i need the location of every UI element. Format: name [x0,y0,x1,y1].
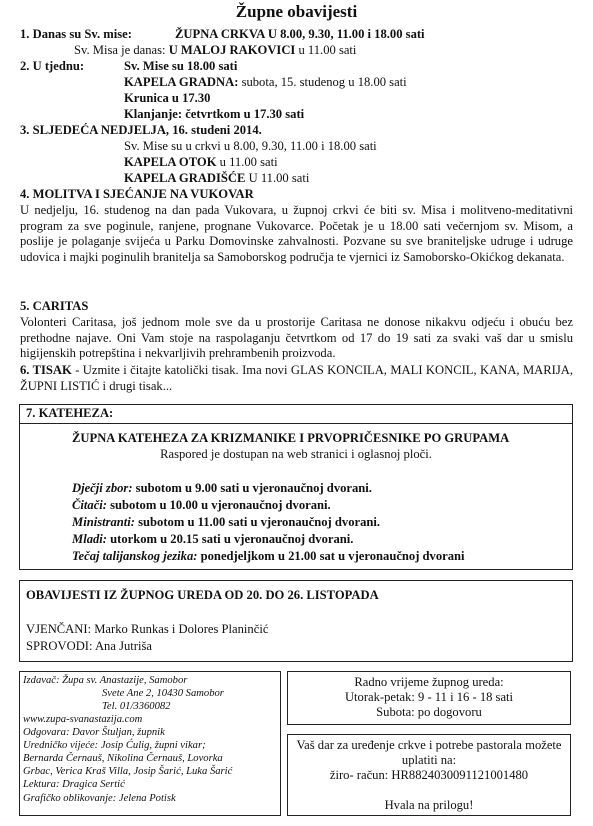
imprint-line: Izdavač: Župa sv. Anastazije, Samobor [23,675,188,686]
section1-line2-place: U MALOJ RAKOVICI [168,43,296,57]
office-weddings-names: Marko Runkas i Dolores Planinčić [91,622,269,636]
section2-line2 [124,75,407,91]
section4-text: U nedjelju, 16. studenog na dan pada Vukovara, u župnoj crkvi će biti sv. Misa i molitveno-meditativni program za sve poginule, ranjene, prognane Vukovarce. Početak je u 18.00 sati večernjom sv. Misom, a poslije je polaganje svijeća u Parku Domovinske zahvalnosti. Pozvane su sve braniteljske udruge i udruge udovica i majki poginulih branitelja sa Samoborskog područja te vjernici iz Samoborsko-Okićkog dekanata. [20,203,573,264]
catechesis-group-name: Ministranti: [72,515,135,529]
office-notices-box [19,580,573,662]
office-hours-saturday: Subota: po dogovoru [376,705,482,719]
section1-label: 1. Danas su Sv. mise: [20,27,132,41]
section2-line3: Krunica u 17.30 [124,91,211,105]
section1-line2-time: u 11.00 sati [298,43,357,57]
section2-chapel: KAPELA GRADNA: [124,75,239,89]
section6-text: - Uzmite i čitajte katolički tisak. Ima novi GLAS KONCILA, MALI KONCIL, KANA, MARIJA, ŽUPNI LISTIĆ i drugi tisak... [20,363,573,393]
catechesis-group-time: subotom u 11.00 sati u vjeronaučnoj dvorani. [135,515,381,529]
section3-chapel-otok-time: u 11.00 sati [219,155,278,169]
section6-label: 6. TISAK [20,363,72,377]
donation-account: žiro- račun: HR8824030091121001480 [329,768,529,782]
catechesis-group-name: Mladi: [72,532,107,546]
office-weddings [26,622,268,638]
donation-text: Vaš dar za uređenje crkve i potrebe pastorala možete [296,738,562,752]
catechesis-row [72,532,353,548]
section4-label: 4. MOLITVA I SJEĆANJE NA VUKOVAR [20,187,254,201]
catechesis-row [72,549,465,565]
imprint-line: Grafičko oblikovanje: Jelena Potisk [23,793,176,804]
catechesis-row [72,481,372,497]
section3-chapel-gradisce-time: U 11.00 sati [248,171,310,185]
catechesis-heading: ŽUPNA KATEHEZA ZA KRIZMANIKE I PRVOPRIČESNIKE PO GRUPAMA [72,431,510,445]
section5-text: Volonteri Caritasa, još jednom mole sve da u prostorije Caritasa ne donose nikakvu odjeću i obuću bez prethodne najave. Oni Vam stoje na raspolaganju četvrtkom od 17 do 19 sati za svaki vaš dar u smislu higijenskih potrepština i nekvarljivih prehrambenih proizvoda. [20,315,573,361]
section1-line2 [74,43,356,59]
imprint-line: Bernarda Černauš, Nikolina Černauš, Lovorka [23,753,223,764]
catechesis-row [72,498,331,514]
catechesis-group-time: subotom u 9.00 sati u vjeronaučnoj dvorani. [132,481,372,495]
catechesis-label: 7. KATEHEZA: [26,406,114,420]
imprint-box [19,671,281,816]
section2-label: 2. U tjednu: [20,59,85,73]
catechesis-group-name: Čitači: [72,498,107,512]
section2-line1: Sv. Mise su 18.00 sati [124,59,238,73]
office-weddings-label: VJENČANI: [26,622,92,636]
catechesis-group-time: subotom u 10.00 u vjeronaučnoj dvorani. [106,498,331,512]
catechesis-subtitle: Raspored je dostupan na web stranici i oglasnoj ploči. [160,447,432,461]
section6 [20,363,573,394]
office-notices-title: OBAVIJESTI IZ ŽUPNOG UREDA OD 20. DO 26. LISTOPADA [26,588,379,602]
office-funerals-label: SPROVODI: [26,639,93,653]
catechesis-group-name: Dječji zbor: [72,481,133,495]
office-hours-title: Radno vrijeme župnog ureda: [354,675,504,689]
section2-line4: Klanjanje: četvrtkom u 17.30 sati [124,107,305,121]
section3-line2 [124,155,278,171]
section3-label: 3. SLJEDEĆA NEDJELJA, 16. studeni 2014. [20,123,262,137]
office-funerals-names: Ana Jutriša [92,639,152,653]
office-hours-box [287,671,571,725]
catechesis-row [72,515,380,531]
donation-thanks: Hvala na prilogu! [384,798,474,812]
catechesis-header-box [19,404,573,424]
section1-line2-prefix: Sv. Misa je danas: [74,43,166,57]
section1-value: ŽUPNA CRKVA U 8.00, 9.30, 11.00 i 18.00 sati [175,27,425,41]
catechesis-box [19,423,573,570]
section3-line3 [124,171,309,187]
section3-line1: Sv. Mise su u crkvi u 8.00, 9.30, 11.00 i 18.00 sati [124,139,377,153]
section5-label: 5. CARITAS [20,299,89,313]
imprint-line: Odgovara: Davor Štuljan, župnik [23,727,165,738]
imprint-line: Lektura: Dragica Sertić [23,779,125,790]
office-funerals [26,639,152,655]
section3-chapel-gradisce: KAPELA GRADIŠĆE [124,171,246,185]
imprint-line: Uredničko vijeće: Josip Ćulig, župni vikar; [23,740,206,751]
imprint-line: Tel. 01/3360082 [102,701,171,712]
imprint-line: www.zupa-svanastazija.com [23,714,143,725]
imprint-line: Svete Ane 2, 10430 Samobor [102,688,224,699]
donation-text: uplatiti na: [401,753,457,767]
catechesis-group-time: utorkom u 20.15 sati u vjeronaučnoj dvorani. [106,532,354,546]
catechesis-group-name: Tečaj talijanskog jezika: [72,549,198,563]
office-hours-weekdays: Utorak-petak: 9 - 11 i 16 - 18 sati [344,690,514,704]
imprint-line: Grbac, Verica Kraš Villa, Josip Šarić, Luka Šarić [23,766,233,777]
catechesis-group-time: ponedjeljkom u 21.00 sat u vjeronaučnoj dvorani [197,549,465,563]
page-title: Župne obavijesti [235,2,358,21]
section3-chapel-otok: KAPELA OTOK [124,155,217,169]
section2-chapel-time: subota, 15. studenog u 18.00 sati [241,75,407,89]
donation-box [287,734,571,816]
